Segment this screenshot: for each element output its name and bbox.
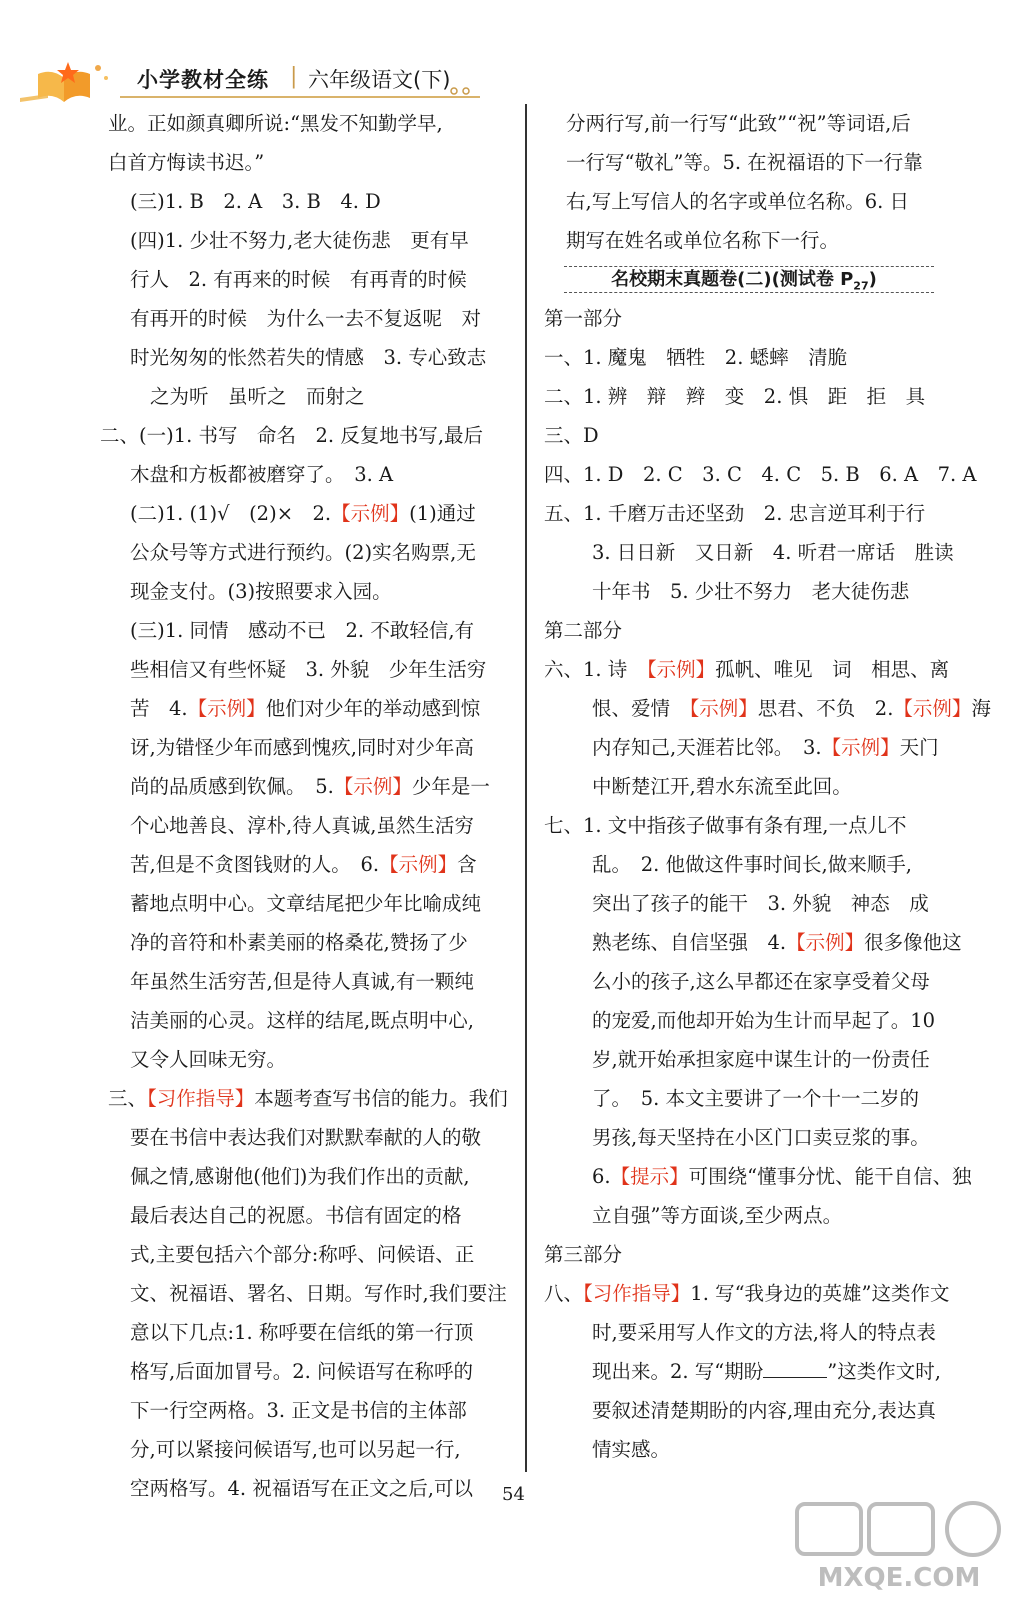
example-tag: 【示例】 [893,697,972,720]
text-line [544,1352,944,1391]
text-segment: 海 [971,697,991,720]
part-heading: 第三部分 [544,1243,623,1266]
header-rule [120,96,480,98]
text-segment: 现出来。2. 写“期盼 [592,1360,764,1383]
text-segment: 思君、不负 2. [757,697,894,720]
text-segment: 1. 写“我身边的英雄”这类作文 [690,1282,950,1305]
text-line: 现金支付。(3)按照要求入园。 [130,580,392,603]
text-line: 时,要采用写人作文的方法,将人的特点表 [592,1321,936,1344]
series-title: 小学教材全练 [137,68,269,92]
hint-tag: 【提示】 [610,1165,689,1188]
fill-in-blank [763,1359,827,1378]
text-segment: 三、 [108,1087,148,1110]
text-segment: 尚的品质感到钦佩。 5. [130,775,334,798]
text-line: (四)1. 少壮不努力,老大徒伤悲 更有早 [130,229,469,252]
text-line: 个心地善良、淳朴,待人真诚,虽然生活穷 [130,814,474,837]
text-line [544,1157,972,1196]
text-line: 七、1. 文中指孩子做事有条有理,一点儿不 [544,814,907,837]
text-line [544,1274,950,1313]
text-line: 四、1. D 2. C 3. C 4. C 5. B 6. A 7. A [544,463,977,486]
page-number: 54 [502,1484,525,1505]
left-column [100,104,508,1508]
text-line: 年虽然生活穷苦,但是待人真诚,有一颗纯 [130,970,474,993]
writing-guide-tag: 【习作指导】 [147,1087,255,1110]
text-line: 五、1. 千磨万击还坚劲 2. 忠言逆耳利于行 [544,502,926,525]
text-line: 突出了孩子的能干 3. 外貌 神态 成 [592,892,929,915]
header-separator: | [290,64,298,89]
text-line: (三)1. 同情 感动不已 2. 不敢轻信,有 [130,619,475,642]
example-tag: 【示例】 [786,931,865,954]
text-line: 分,可以紧接问候语写,也可以另起一行, [130,1438,461,1461]
text-line: 公众号等方式进行预约。(2)实名购票,无 [130,541,476,564]
text-line: 三、D [544,424,599,447]
text-line [544,728,944,767]
right-column [544,104,991,1469]
text-line: 的宠爱,而他却开始为生计而早起了。10 [592,1009,936,1032]
text-line: 下一行空两格。3. 正文是书信的主体部 [130,1399,467,1422]
text-line [544,689,991,728]
text-line: 意以下几点:1. 称呼要在信纸的第一行顶 [130,1321,474,1344]
text-line: 么小的孩子,这么早都还在家享受着父母 [592,970,930,993]
text-segment: 可围绕“懂事分忧、能干自信、独 [688,1165,972,1188]
text-line [544,650,950,689]
text-line: 蓄地点明中心。文章结尾把少年比喻成纯 [130,892,482,915]
text-line: 空两格写。4. 祝福语写在正文之后,可以 [130,1477,474,1500]
text-line: 木盘和方板都被磨穿了。 3. A [130,463,394,486]
section-title-close: ) [868,269,877,290]
text-line: 乱。 2. 他做这件事时间长,做来顺手, [592,853,912,876]
text-line: 白首方悔读书迟。” [108,151,265,174]
text-segment: 内存知己,天涯若比邻。 3. [592,736,822,759]
writing-guide-tag: 【习作指导】 [583,1282,691,1305]
text-line [108,845,508,884]
example-tag: 【示例】 [821,736,900,759]
text-line: 二、1. 辨 辩 辫 变 2. 惧 距 拒 具 [544,385,926,408]
text-line: 中断楚江开,碧水东流至此回。 [592,775,852,798]
watermark-logo-icon [789,1500,1009,1592]
open-book-logo-icon [18,58,118,106]
text-line: 最后表达自己的祝愿。书信有固定的格 [130,1204,462,1227]
text-line: 岁,就开始承担家庭中谋生计的一份责任 [592,1048,930,1071]
text-line: 讶,为错怪少年而感到愧疚,同时对少年高 [130,736,474,759]
watermark-text: MXQE.COM [817,1563,981,1592]
text-segment: 熟老练、自信坚强 4. [592,931,787,954]
text-segment: 恨、爱情 [592,697,690,720]
text-segment: 苦,但是不贪图钱财的人。 6. [130,853,380,876]
text-segment: (1)通过 [409,502,476,525]
text-line [544,923,962,962]
example-tag: 【示例】 [187,697,266,720]
page-header [0,0,1027,112]
text-line: 右,写上写信人的名字或单位名称。6. 日 [566,190,910,213]
text-segment: 八、 [544,1282,584,1305]
column-divider [525,104,527,1472]
text-line [108,689,508,728]
text-line: 洁美丽的心灵。这样的结尾,既点明中心, [130,1009,474,1032]
text-line: 又令人回味无穷。 [130,1048,287,1071]
text-line: 一、1. 魔鬼 牺牲 2. 蟋蟀 清脆 [544,346,848,369]
section-title-text: 名校期末真题卷(二)(测试卷 P [611,269,854,290]
dashed-rule [564,266,934,267]
text-line: 情实感。 [592,1438,671,1461]
text-line: 3. 日日新 又日新 4. 听君一席话 胜读 [592,541,954,564]
text-segment: 本题考查写书信的能力。我们 [254,1087,508,1110]
section-title-sub: 27 [853,279,869,293]
text-line: 文、祝福语、署名、日期。写作时,我们要注 [130,1282,507,1305]
text-line: 立自强”等方面谈,至少两点。 [592,1204,843,1227]
text-line: 净的音符和朴素美丽的格桑花,赞扬了少 [130,931,468,954]
example-tag: 【示例】 [331,502,410,525]
grade-subject: 六年级语文(下) [308,68,451,92]
text-line: 二、(一)1. 书写 命名 2. 反复地书写,最后 [100,424,484,447]
text-segment: 6. [592,1165,611,1188]
example-tag: 【示例】 [646,658,716,681]
text-line: 要叙述清楚期盼的内容,理由充分,表达真 [592,1399,936,1422]
text-line: 行人 2. 有再来的时候 有再青的时候 [130,268,467,291]
text-segment: 很多像他这 [864,931,962,954]
text-line: 分两行写,前一行写“此致”“祝”等词语,后 [566,112,911,135]
text-segment: 孤帆、唯见 词 相思、离 [715,658,950,681]
text-line: 之为听 虽听之 而射之 [150,385,365,408]
example-tag: 【示例】 [689,697,758,720]
text-line: 些相信又有些怀疑 3. 外貌 少年生活穷 [130,658,487,681]
text-line: 十年书 5. 少壮不努力 老大徒伤悲 [592,580,910,603]
dashed-rule [564,292,934,293]
example-tag: 【示例】 [379,853,458,876]
text-segment: ”这类作文时, [827,1360,941,1383]
text-line: 佩之情,感谢他(他们)为我们作出的贡献, [130,1165,470,1188]
text-line [108,1079,508,1118]
text-line: 格写,后面加冒号。2. 问候语写在称呼的 [130,1360,474,1383]
text-line: 期写在姓名或单位名称下一行。 [566,229,840,252]
text-line: 式,主要包括六个部分:称呼、问候语、正 [130,1243,475,1266]
text-segment: (二)1. (1)√ (2)× 2. [130,502,332,525]
text-line: 时光匆匆的怅然若失的情感 3. 专心致志 [130,346,487,369]
text-line: 要在书信中表达我们对默默奉献的人的敬 [130,1126,482,1149]
text-segment: 含 [457,853,477,876]
example-tag: 【示例】 [333,775,412,798]
text-line: 一行写“敬礼”等。5. 在祝福语的下一行靠 [566,151,923,174]
section-title [544,260,944,299]
text-segment: 天门 [899,736,939,759]
text-segment: 苦 4. [130,697,188,720]
text-line: (三)1. B 2. A 3. B 4. D [130,190,381,213]
text-line: 男孩,每天坚持在小区门口卖豆浆的事。 [592,1126,930,1149]
text-segment: 六、1. 诗 [544,658,647,681]
text-line: 有再开的时候 为什么一去不复返呢 对 [130,307,482,330]
part-heading: 第一部分 [544,307,623,330]
decorative-dots-icon [446,82,480,96]
text-line [108,494,508,533]
text-line [108,767,508,806]
part-heading: 第二部分 [544,619,623,642]
text-segment: 他们对少年的举动感到惊 [265,697,481,720]
text-segment: 少年是一 [411,775,490,798]
text-line: 了。 5. 本文主要讲了一个十一二岁的 [592,1087,920,1110]
text-line: 业。正如颜真卿所说:“黑发不知勤学早, [108,112,443,135]
